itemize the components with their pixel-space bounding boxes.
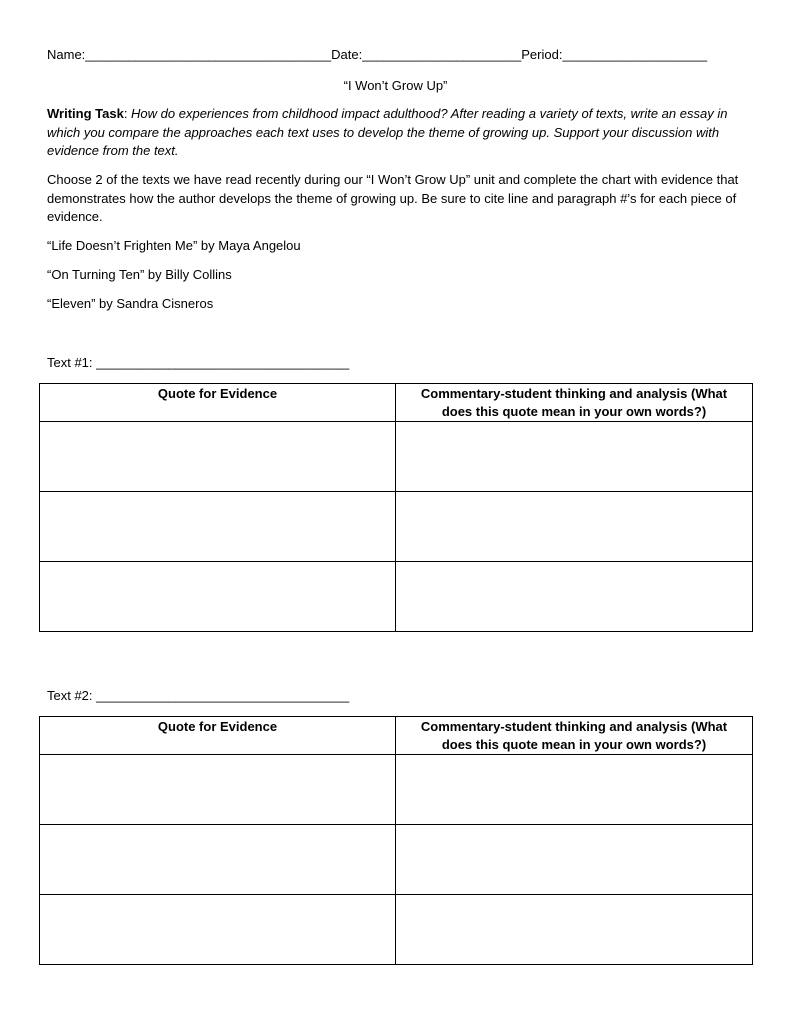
writing-task-prompt: How do experiences from childhood impact adulthood? After reading a variety of texts, write an essay in which you compare the approaches each text uses to develop the theme of growing up. Support your discussion with evidence from the text. <box>47 106 728 158</box>
writing-task-colon: : <box>123 106 132 121</box>
table-row <box>40 492 753 562</box>
writing-task-label: Writing Task <box>47 106 124 121</box>
quote-cell[interactable] <box>40 562 396 632</box>
commentary-cell[interactable] <box>396 755 753 825</box>
commentary-cell[interactable] <box>396 825 753 895</box>
text2-blank[interactable]: ___________________________________ <box>96 688 350 703</box>
text1-line <box>47 354 349 372</box>
text2-line <box>47 687 349 705</box>
table-row <box>40 895 753 965</box>
evidence-chart-2 <box>39 716 753 965</box>
instructions: Choose 2 of the texts we have read recently during our “I Won’t Grow Up” unit and complete the chart with evidence that demonstrates how the author develops the theme of growing up. Be sure to cite line and paragraph #’s for each piece of evidence. <box>47 172 739 224</box>
commentary-header: Commentary-student thinking and analysis (What does this quote mean in your own words?) <box>396 717 753 755</box>
commentary-cell[interactable] <box>396 562 753 632</box>
name-label: Name: <box>47 47 86 62</box>
table-row <box>40 562 753 632</box>
quote-header: Quote for Evidence <box>40 717 396 755</box>
commentary-header: Commentary-student thinking and analysis (What does this quote mean in your own words?) <box>396 384 753 422</box>
text-option-2: “On Turning Ten” by Billy Collins <box>47 267 232 282</box>
text1-label: Text #1: <box>47 355 97 370</box>
date-label: Date: <box>331 47 363 62</box>
table-row <box>40 755 753 825</box>
quote-cell[interactable] <box>40 825 396 895</box>
period-label: Period: <box>521 47 563 62</box>
quote-cell[interactable] <box>40 422 396 492</box>
commentary-cell[interactable] <box>396 895 753 965</box>
writing-task <box>47 105 747 161</box>
text-option-3: “Eleven” by Sandra Cisneros <box>47 296 214 311</box>
page-title: “I Won’t Grow Up” <box>343 78 448 93</box>
text-option-1: “Life Doesn’t Frighten Me” by Maya Angelou <box>47 238 301 253</box>
commentary-cell[interactable] <box>396 422 753 492</box>
quote-cell[interactable] <box>40 492 396 562</box>
table-row <box>40 422 753 492</box>
name-blank: __________________________________ <box>85 47 332 62</box>
date-blank: ______________________ <box>362 47 522 62</box>
evidence-chart-1 <box>39 383 753 632</box>
period-blank: ____________________ <box>562 47 708 62</box>
text2-label: Text #2: <box>47 688 97 703</box>
chart-header-row <box>40 384 753 422</box>
quote-header: Quote for Evidence <box>40 384 396 422</box>
quote-cell[interactable] <box>40 895 396 965</box>
header-line <box>47 46 707 64</box>
table-row <box>40 825 753 895</box>
chart-header-row <box>40 717 753 755</box>
commentary-cell[interactable] <box>396 492 753 562</box>
text1-blank[interactable]: ___________________________________ <box>96 355 350 370</box>
quote-cell[interactable] <box>40 755 396 825</box>
